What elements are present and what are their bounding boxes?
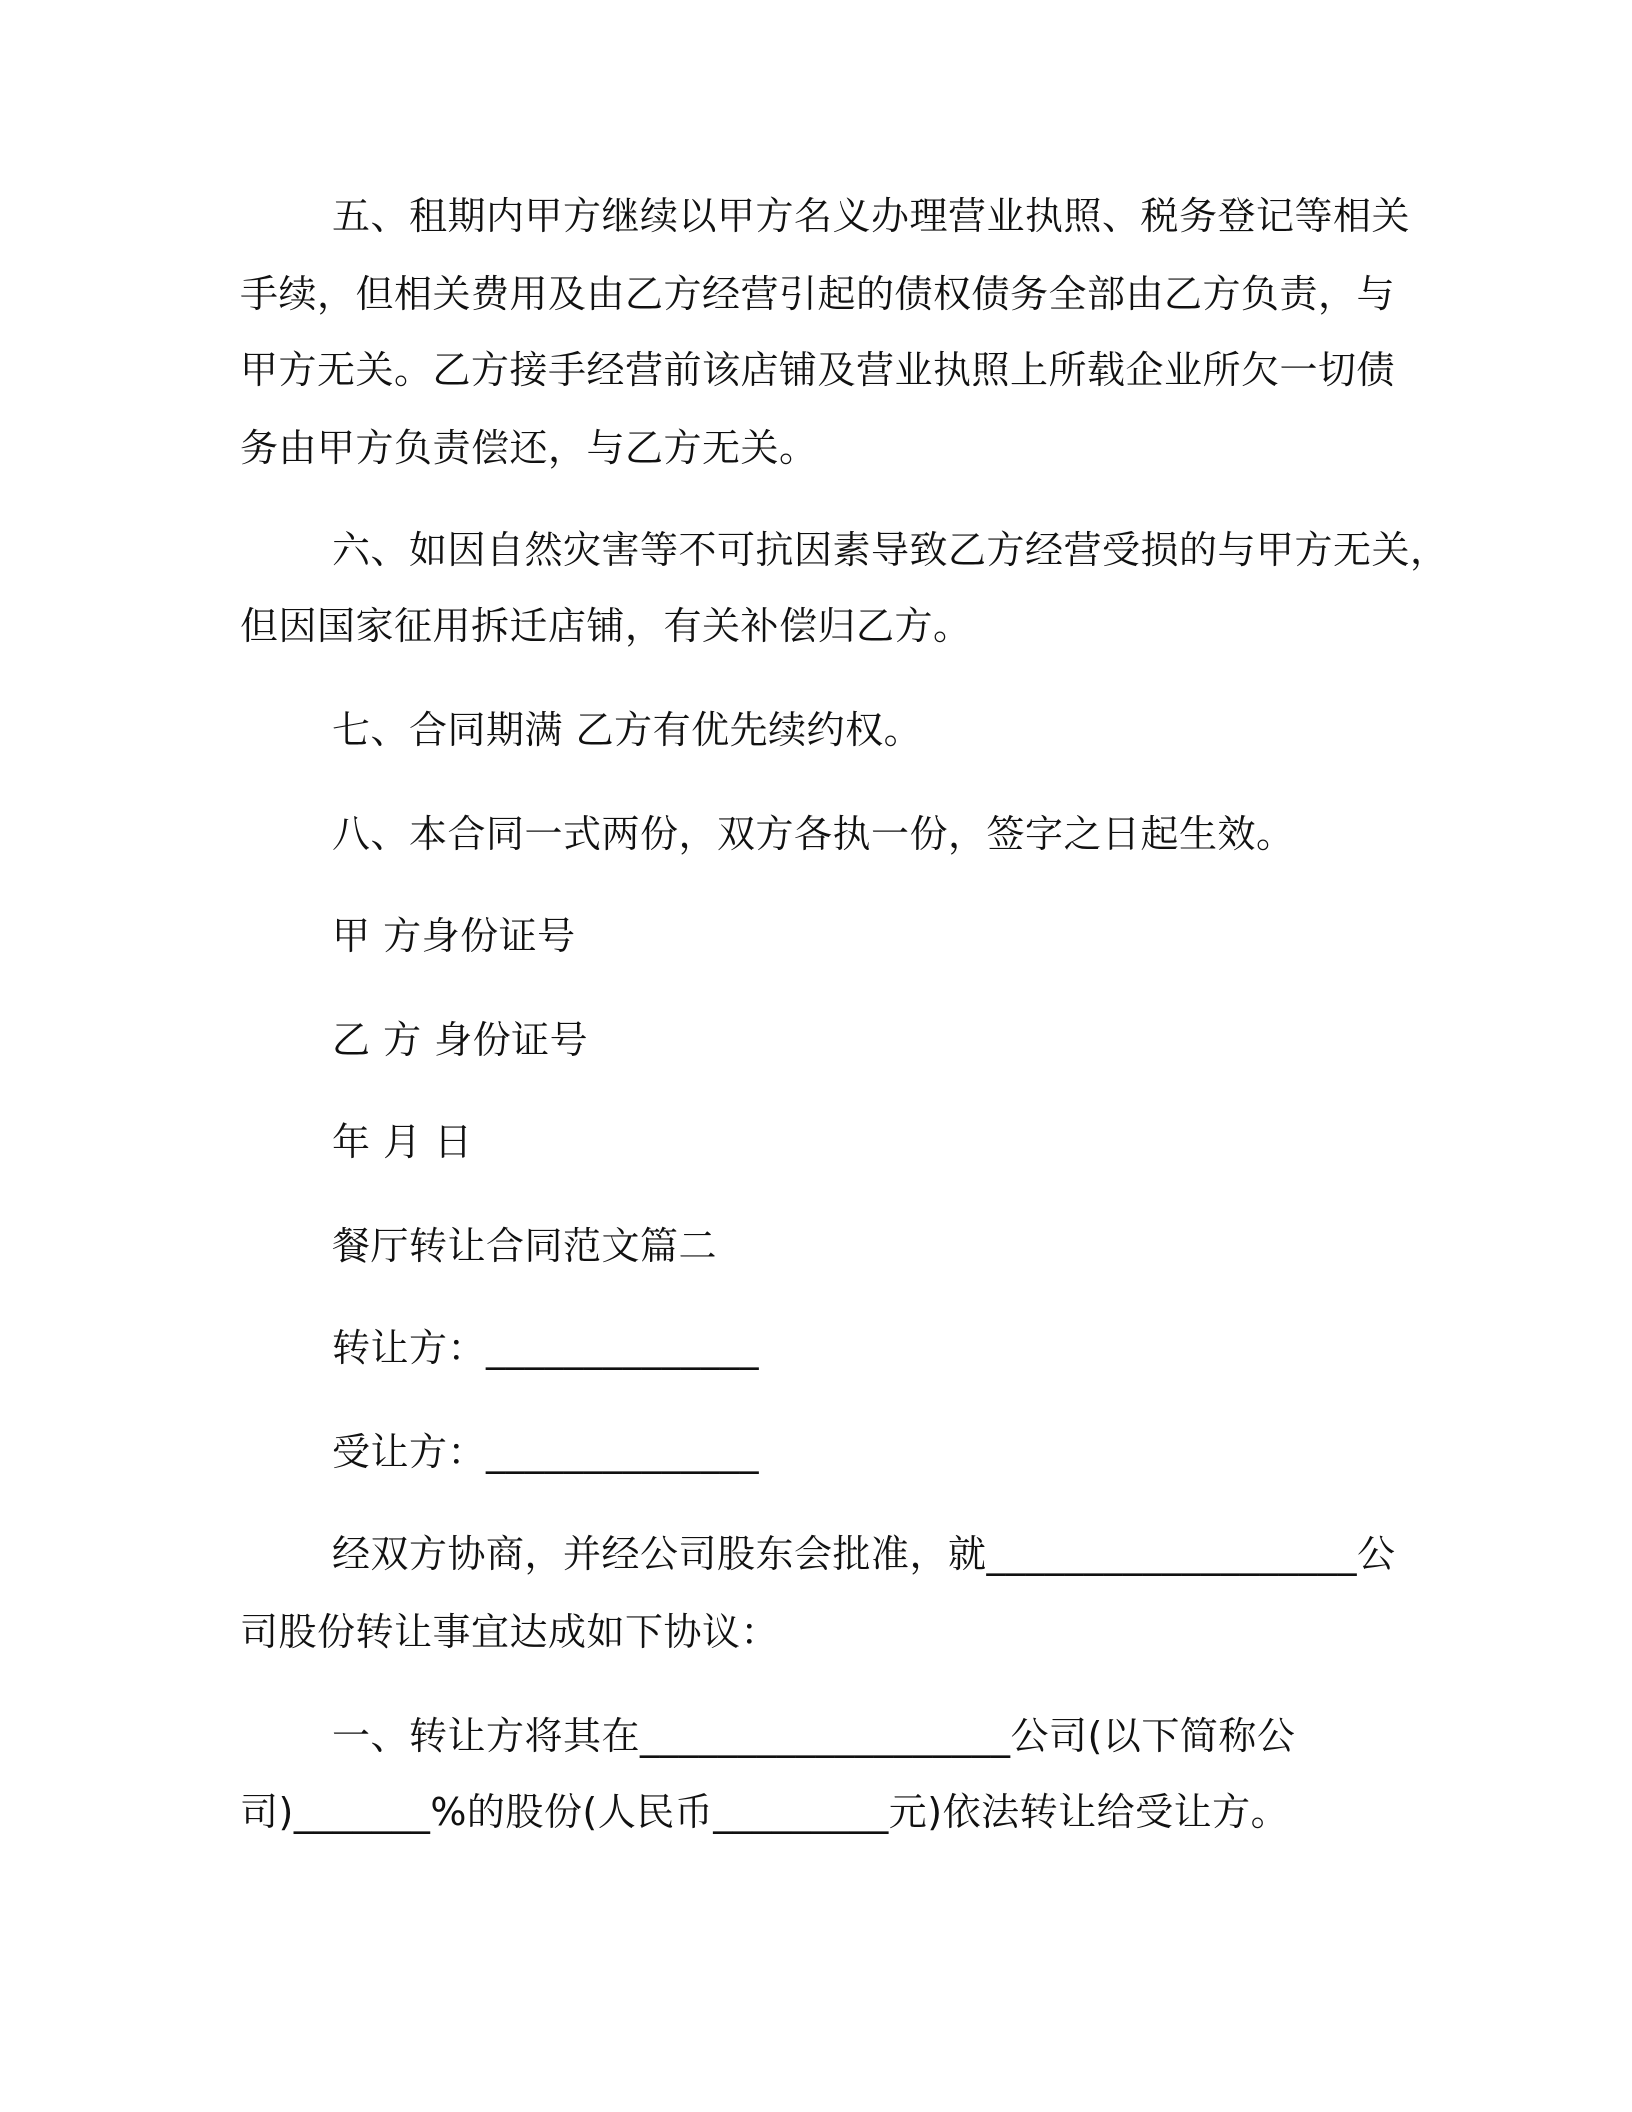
article-1-line-1: 一、转让方将其在___________________公司(以下简称公: [332, 1714, 1296, 1758]
clause-6-line-1: 六、如因自然灾害等不可抗因素导致乙方经营受损的与甲方无关，: [332, 528, 1449, 572]
clause-5-line-2: 手续，但相关费用及由乙方经营引起的债权债务全部由乙方负责，与: [240, 272, 1396, 316]
clause-7: 七、合同期满 乙方有优先续约权。: [332, 708, 923, 752]
article-1-line-2: 司)_______%的股份(人民币_________元)依法转让给受让方。: [240, 1790, 1290, 1834]
preamble-line-1: 经双方协商，并经公司股东会批准，就___________________公: [332, 1532, 1396, 1576]
party-b-id-label: 乙 方 身份证号: [332, 1018, 589, 1062]
transferee-field: 受让方：______________: [332, 1430, 760, 1474]
clause-5-line-4: 务由甲方负责偿还，与乙方无关。: [240, 426, 818, 470]
clause-8: 八、本合同一式两份，双方各执一份，签字之日起生效。: [332, 812, 1295, 856]
preamble-line-2: 司股份转让事宜达成如下协议：: [240, 1610, 780, 1654]
transferor-field: 转让方：______________: [332, 1326, 760, 1370]
contract-2-title: 餐厅转让合同范文篇二: [332, 1224, 718, 1268]
clause-5-line-1: 五、租期内甲方继续以甲方名义办理营业执照、税务登记等相关: [332, 194, 1411, 238]
party-a-id-label: 甲 方身份证号: [332, 914, 576, 958]
clause-5-line-3: 甲方无关。乙方接手经营前该店铺及营业执照上所载企业所欠一切债: [240, 348, 1396, 392]
date-label: 年 月 日: [332, 1120, 473, 1164]
clause-6-line-2: 但因国家征用拆迁店铺，有关补偿归乙方。: [240, 604, 972, 648]
